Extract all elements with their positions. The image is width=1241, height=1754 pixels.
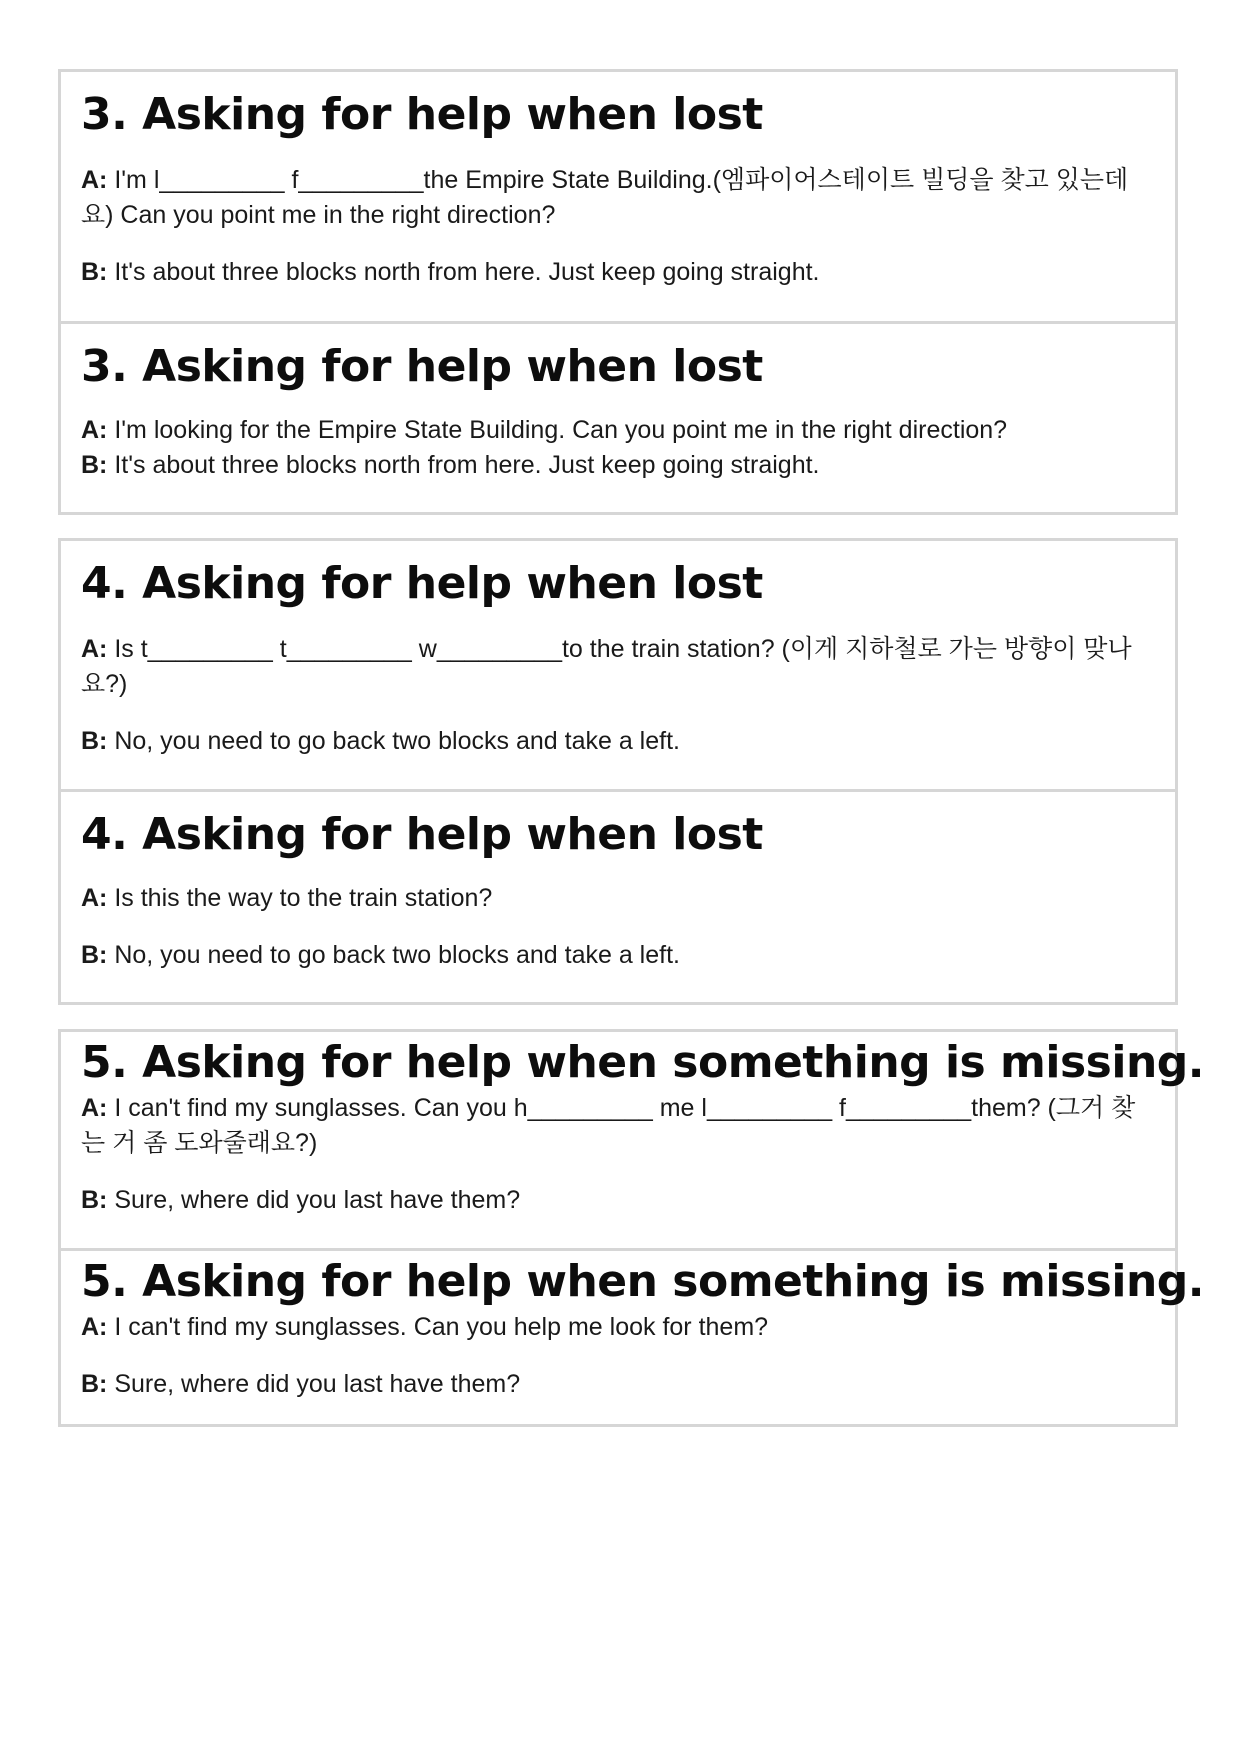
speaker-a-line — [81, 1091, 1153, 1161]
speaker-a-text: I'm l_________ f_________the Empire State Building.(엠파이어스테이트 빌딩을 찾고 있는데요) Can you point me in the right direction? — [81, 165, 1129, 229]
speaker-a-text: I can't find my sunglasses. Can you h_________ me l_________ f_________them? (그거 찾는 거 좀 도와줄래요?) — [81, 1093, 1136, 1157]
speaker-a-label: A: — [81, 634, 108, 663]
speaker-b-text: Sure, where did you last have them? — [107, 1185, 521, 1214]
section-title: 3. Asking for help when lost — [81, 341, 763, 392]
dialogue-card-3 — [58, 69, 1178, 515]
speaker-b-label: B: — [81, 1185, 108, 1214]
section-title: 5. Asking for help when something is missing. — [81, 1256, 1204, 1307]
practice-panel — [61, 541, 1175, 789]
speaker-b-label: B: — [81, 726, 108, 755]
speaker-a-line — [81, 632, 1153, 702]
speaker-b-line — [81, 1367, 1153, 1402]
speaker-b-text: No, you need to go back two blocks and take a left. — [107, 940, 680, 969]
speaker-a-line — [81, 1310, 1153, 1345]
answer-panel — [61, 789, 1175, 1002]
speaker-a-text: I'm looking for the Empire State Building. Can you point me in the right direction? — [107, 415, 1008, 444]
speaker-a-label: A: — [81, 165, 108, 194]
answer-panel — [61, 1248, 1204, 1424]
speaker-a-text: Is this the way to the train station? — [107, 883, 493, 912]
section-title: 4. Asking for help when lost — [81, 809, 763, 860]
speaker-a-line — [81, 163, 1153, 233]
speaker-b-line — [81, 724, 1153, 759]
speaker-b-label: B: — [81, 940, 108, 969]
speaker-a-label: A: — [81, 1093, 108, 1122]
answer-panel — [61, 321, 1175, 512]
speaker-a-label: A: — [81, 415, 108, 444]
dialogue-card-4 — [58, 538, 1178, 1005]
section-title: 5. Asking for help when something is missing. — [81, 1037, 1204, 1088]
speaker-b-line — [81, 1183, 1153, 1218]
section-title: 3. Asking for help when lost — [81, 89, 763, 140]
speaker-b-label: B: — [81, 257, 108, 286]
speaker-b-text: Sure, where did you last have them? — [107, 1369, 521, 1398]
speaker-b-label: B: — [81, 450, 108, 479]
dialogue-card-5 — [58, 1029, 1204, 1427]
speaker-b-label: B: — [81, 1369, 108, 1398]
speaker-b-line — [81, 255, 1153, 290]
practice-panel — [61, 72, 1175, 321]
speaker-a-line — [81, 413, 1153, 448]
speaker-b-text: No, you need to go back two blocks and take a left. — [107, 726, 680, 755]
speaker-a-label: A: — [81, 1312, 108, 1341]
speaker-b-line — [81, 448, 1153, 483]
speaker-b-text: It's about three blocks north from here. Just keep going straight. — [107, 257, 820, 286]
speaker-a-label: A: — [81, 883, 108, 912]
speaker-a-line — [81, 881, 1153, 916]
speaker-a-text: Is t_________ t_________ w_________to the train station? (이게 지하철로 가는 방향이 맞나요?) — [81, 634, 1132, 698]
speaker-b-line — [81, 938, 1153, 973]
section-title: 4. Asking for help when lost — [81, 558, 763, 609]
practice-panel — [61, 1032, 1204, 1248]
speaker-a-text: I can't find my sunglasses. Can you help me look for them? — [107, 1312, 769, 1341]
speaker-b-text: It's about three blocks north from here. Just keep going straight. — [107, 450, 820, 479]
